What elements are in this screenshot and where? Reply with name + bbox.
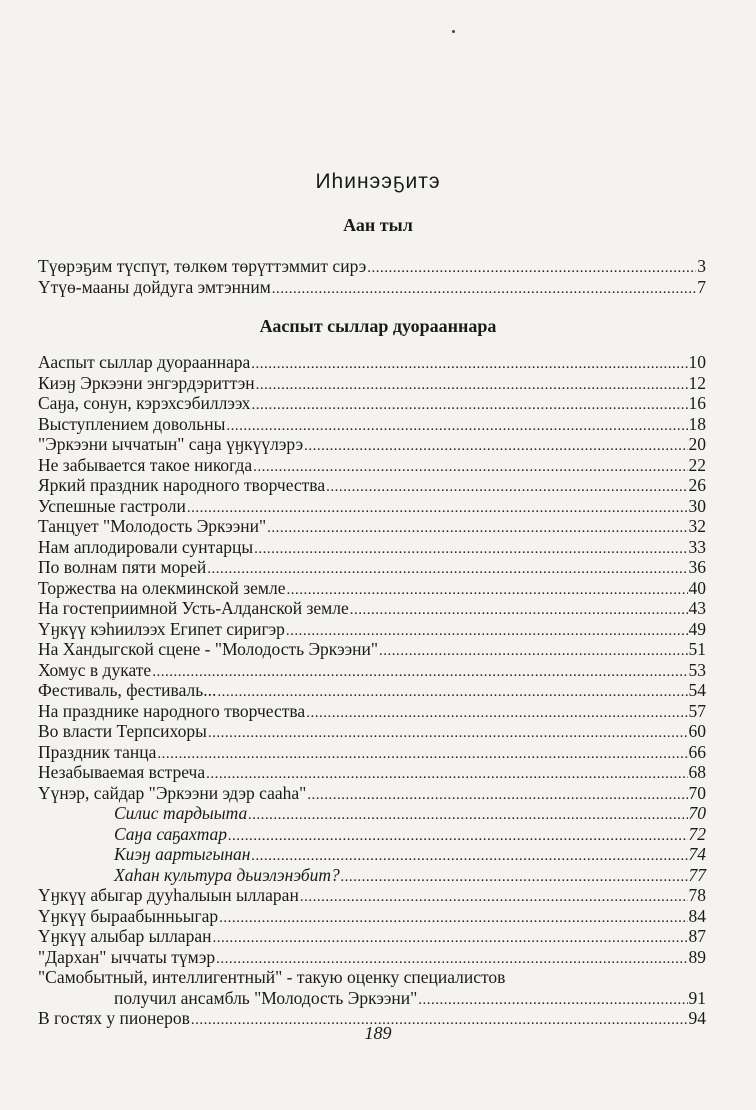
toc-entry[interactable]	[38, 783, 706, 804]
toc-entry[interactable]	[38, 762, 706, 783]
toc-entry[interactable]	[38, 701, 706, 722]
toc-entry-page: 68	[688, 762, 706, 782]
toc-entry[interactable]	[38, 414, 706, 435]
leader-dots	[256, 375, 688, 396]
leader-dots	[326, 477, 687, 498]
toc-entry-page: 94	[688, 1008, 706, 1028]
leader-dots	[208, 723, 688, 744]
toc-entry-title: Үӈкүү абыгар дууhалыын ылларан	[38, 885, 299, 905]
toc-entry[interactable]	[38, 578, 706, 599]
toc-entry[interactable]	[38, 598, 706, 619]
toc-entry-page: 54	[688, 680, 706, 700]
toc-entry-page: 66	[688, 741, 706, 762]
toc-entry[interactable]	[38, 721, 706, 742]
toc-entry-page: 26	[688, 475, 706, 495]
leader-dots	[152, 662, 687, 683]
leader-dots	[287, 580, 688, 601]
toc-entry-page: 70	[688, 803, 706, 823]
toc-entry-title: Киэӈ аартыгынан	[114, 844, 251, 864]
toc-entry[interactable]	[38, 434, 706, 455]
toc-entry-title: Саӈа саҕахтар	[114, 823, 228, 844]
leader-dots	[300, 887, 688, 908]
toc-subentry[interactable]	[38, 824, 706, 845]
toc-entry[interactable]	[38, 906, 706, 927]
toc-entry-title: "Дархан" ыччаты түмэр	[38, 946, 216, 967]
toc-entry-page: 87	[688, 926, 706, 946]
toc-entry[interactable]	[38, 373, 706, 394]
leader-dots	[418, 990, 687, 1011]
toc-entry-title: "Самобытный, интеллигентный" - такую оценку специалистов	[38, 967, 506, 987]
leader-dots	[217, 682, 687, 703]
toc-entry-page: 33	[688, 536, 706, 557]
toc-entry[interactable]	[38, 885, 706, 906]
toc-entry-page: 3	[697, 256, 706, 276]
leader-dots	[306, 703, 687, 724]
page-title: Иhинээҕитэ	[315, 170, 441, 193]
toc-entry[interactable]	[38, 660, 706, 681]
toc-entry-title: Үӈкүү кэhиилээх Египет сиригэр	[38, 618, 285, 639]
toc-entry-page: 51	[688, 639, 706, 659]
toc-entry-title: получил ансамбль "Молодость Эркээни"	[114, 987, 418, 1008]
leader-dots	[207, 559, 687, 580]
toc-entry-title: Успешные гастроли	[38, 495, 186, 516]
leader-dots	[251, 354, 687, 375]
toc-entry-page: 49	[688, 618, 706, 639]
toc-main-list	[38, 352, 706, 1029]
toc-entry-page: 18	[688, 413, 706, 434]
toc-entry-title: Ааспыт сыллар дуорааннара	[38, 352, 251, 372]
toc-entry[interactable]	[38, 277, 706, 298]
leader-dots	[304, 436, 687, 457]
toc-entry-title: В гостях у пионеров	[38, 1008, 190, 1028]
leader-dots	[187, 498, 688, 519]
leader-dots	[216, 949, 687, 970]
toc-entry-page: 32	[688, 516, 706, 536]
toc-entry[interactable]	[38, 742, 706, 763]
toc-entry-page: 10	[688, 352, 706, 372]
leader-dots	[228, 826, 687, 847]
toc-entry-page: 91	[688, 987, 706, 1008]
toc-entry-long-line2[interactable]	[38, 988, 706, 1009]
toc-entry[interactable]	[38, 256, 706, 277]
toc-entry[interactable]	[38, 537, 706, 558]
toc-entry-title: Үтүө-мааны дойдуга эмтэнним	[38, 276, 271, 297]
toc-entry-title: Яркий праздник народного творчества	[38, 475, 326, 495]
leader-dots	[226, 416, 687, 437]
toc-entry-title: Праздник танца	[38, 741, 157, 762]
toc-entry-long-line1[interactable]	[38, 967, 706, 988]
toc-entry-title: Торжества на олекминской земле	[38, 577, 286, 598]
toc-entry-title: Үүнэр, сайдар "Эркээни эдэр сааhа"	[38, 782, 307, 803]
leader-dots	[157, 744, 687, 765]
toc-entry-title: По волнам пяти морей	[38, 557, 207, 577]
leader-dots	[267, 518, 687, 539]
toc-entry-page: 89	[688, 946, 706, 967]
toc-entry-title: Силис тардыыта	[114, 803, 248, 823]
leader-dots	[286, 621, 688, 642]
toc-entry-title: Танцует "Молодость Эркээни"	[38, 516, 267, 536]
print-speck	[452, 30, 455, 33]
toc-entry-title: Фестиваль, фестиваль...	[38, 680, 217, 700]
leader-dots	[254, 539, 687, 560]
leader-dots	[206, 764, 687, 785]
toc-entry[interactable]	[38, 639, 706, 660]
leader-dots	[212, 928, 687, 949]
leader-dots	[379, 641, 688, 662]
toc-entry-page: 20	[688, 434, 706, 454]
toc-entry[interactable]	[38, 680, 706, 701]
toc-entry-page: 30	[688, 495, 706, 516]
leader-dots	[367, 258, 696, 279]
leader-dots	[219, 908, 687, 929]
toc-entry-page: 84	[688, 905, 706, 926]
toc-entry-title: На Хандыгской сцене - "Молодость Эркээни"	[38, 639, 378, 659]
toc-entry-page: 40	[688, 577, 706, 598]
toc-entry-title: Киэӈ Эркээни энгэрдэриттэн	[38, 372, 255, 393]
toc-entry-page: 53	[688, 659, 706, 680]
toc-entry-page: 7	[697, 276, 706, 297]
toc-entry[interactable]	[38, 926, 706, 947]
toc-entry-title: Хомус в дукате	[38, 659, 152, 680]
toc-entry[interactable]	[38, 619, 706, 640]
toc-entry-title: Выступлением довольны	[38, 413, 226, 434]
toc-entry-page: 16	[688, 393, 706, 413]
toc-entry-page: 70	[688, 782, 706, 803]
toc-entry-title: Не забывается такое никогда	[38, 454, 253, 475]
page-number: 189	[364, 1023, 392, 1043]
leader-dots	[272, 279, 696, 300]
toc-entry-page: 60	[688, 721, 706, 741]
toc-entry[interactable]	[38, 496, 706, 517]
toc-entry-page: 12	[688, 372, 706, 393]
leader-dots	[307, 785, 687, 806]
toc-entry-page: 22	[688, 454, 706, 475]
toc-entry-page: 72	[688, 823, 706, 844]
leader-dots	[341, 867, 688, 888]
leader-dots	[350, 600, 688, 621]
toc-entry-title: "Эркээни ыччатын" саӈа үӈкүүлэрэ	[38, 434, 304, 454]
toc-entry[interactable]	[38, 947, 706, 968]
leader-dots	[251, 395, 687, 416]
toc-entry[interactable]	[38, 352, 706, 373]
toc-entry-title: На празднике народного творчества	[38, 700, 306, 721]
toc-entry-page: 36	[688, 557, 706, 577]
toc-entry-title: Хаhан культура дьиэлэнэбит?	[114, 864, 340, 885]
toc-intro-list	[38, 256, 706, 297]
toc-entry-title: Үӈкүү алыбар ылларан	[38, 926, 212, 946]
leader-dots	[253, 457, 687, 478]
toc-entry-title: Үӈкүү быраабынньыгар	[38, 905, 219, 926]
toc-subentry[interactable]	[38, 844, 706, 865]
toc-entry[interactable]	[38, 475, 706, 496]
toc-entry-title: Түөрэҕим түспүт, төлкөм төрүттэммит сирэ	[38, 256, 367, 276]
toc-entry[interactable]	[38, 557, 706, 578]
section-heading-intro: Аан тыл	[343, 215, 413, 235]
toc-entry-title: Во власти Терпсихоры	[38, 721, 207, 741]
toc-entry-title: Нам аплодировали сунтарцы	[38, 536, 254, 557]
toc-subentry[interactable]	[38, 865, 706, 886]
toc-entry[interactable]	[38, 393, 706, 414]
toc-subentry[interactable]	[38, 803, 706, 824]
toc-entry-title: На гостеприимной Усть-Алданской земле	[38, 598, 349, 618]
toc-entry[interactable]	[38, 455, 706, 476]
toc-entry[interactable]	[38, 516, 706, 537]
toc-entry-page: 57	[688, 700, 706, 721]
toc-entry-title: Саӈа, сонун, кэрэхсэбиллээх	[38, 393, 251, 413]
leader-dots	[248, 805, 687, 826]
toc-entry-title: Незабываемая встреча	[38, 762, 206, 782]
toc-entry-page: 74	[688, 844, 706, 864]
leader-dots	[251, 846, 687, 867]
section-heading-main: Ааспыт сыллар дуорааннара	[259, 316, 497, 336]
toc-entry-page: 78	[688, 885, 706, 905]
toc-entry-page: 43	[688, 598, 706, 618]
toc-entry-page: 77	[688, 864, 706, 885]
